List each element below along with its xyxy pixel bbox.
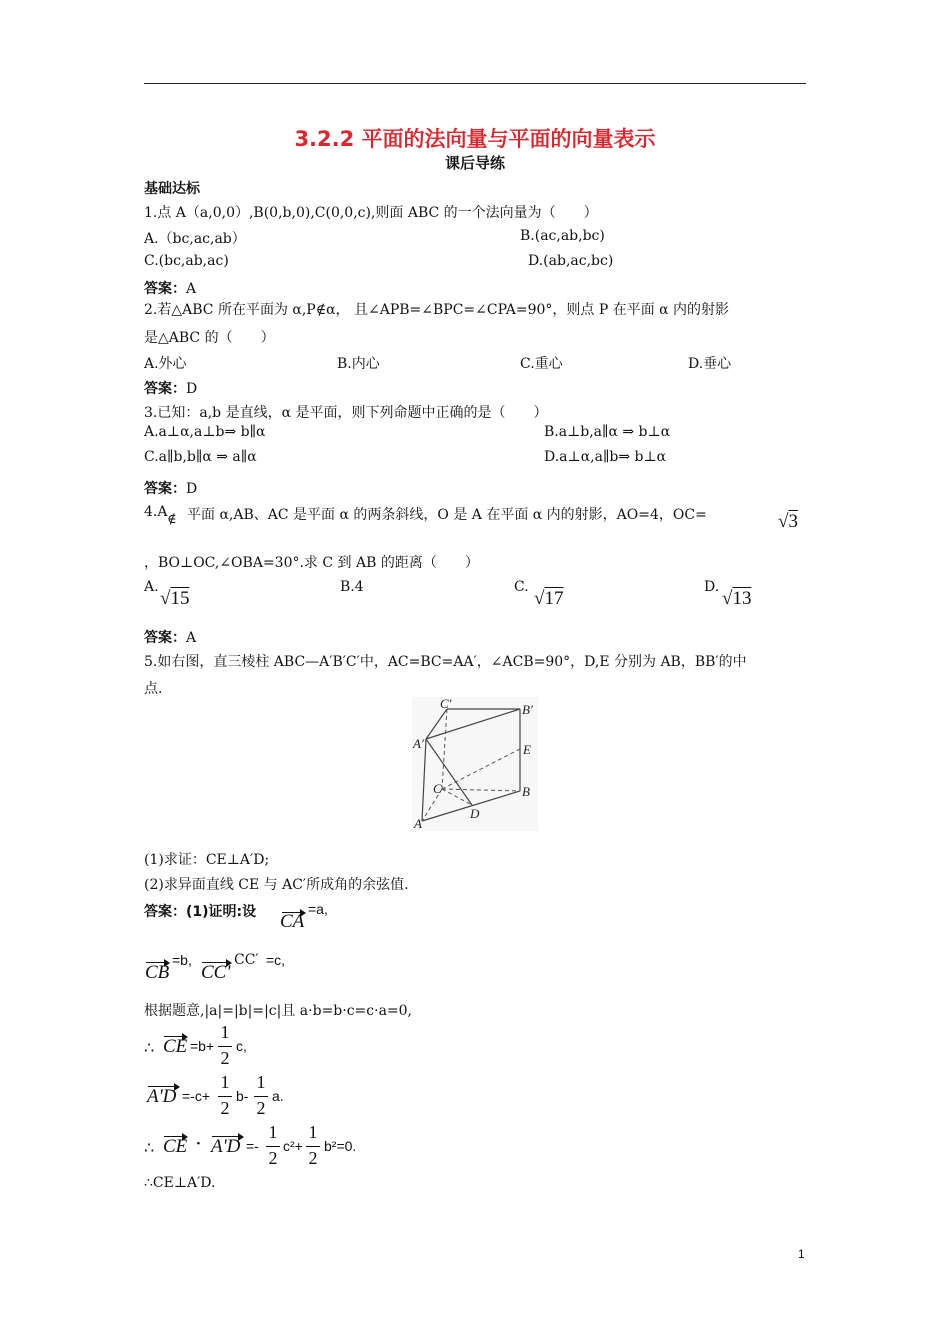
q4-option-a-sqrt: √15: [160, 588, 190, 609]
vector-CB: CB: [145, 962, 170, 983]
q4-stem-main: 平面 α,AB、AC 是平面 α 的两条斜线，O 是 A 在平面 α 内的射影，AO=4，OC=: [187, 507, 707, 523]
q2-option-d: D.垂心: [688, 356, 732, 372]
frac-den: 2: [268, 1148, 278, 1168]
ce-rhs-2: c,: [236, 1038, 247, 1054]
frac-bar: [254, 1096, 268, 1097]
vector-A1D: A'D: [211, 1136, 241, 1157]
not-element-of-symbol: ∉: [167, 512, 177, 527]
q1-option-a: A.（bc,ac,ab）: [144, 231, 246, 247]
frac-bar: [218, 1096, 232, 1097]
frac-bar: [306, 1146, 320, 1147]
vector-CA: CA: [280, 911, 305, 932]
label-D: D: [470, 806, 480, 821]
q4-option-d-label: D.: [704, 579, 720, 595]
dot-rhs-3: b²=0.: [324, 1138, 357, 1154]
therefore-symbol: ∴: [144, 1138, 155, 1157]
q4-option-a-label: A.: [144, 579, 159, 595]
frac-num: 1: [220, 1022, 230, 1042]
label-A: A: [414, 816, 422, 831]
frac-den: 2: [308, 1148, 318, 1168]
section-heading: 基础达标: [144, 181, 200, 197]
proof-conclusion: ∴CE⊥A′D.: [144, 1175, 216, 1191]
frac-num: 1: [220, 1072, 230, 1092]
q3-option-c: C.a∥b,b∥α ⇒ a∥α: [144, 449, 257, 465]
q1-stem: 1.点 A（a,0,0）,B(0,b,0),C(0,0,c),则面 ABC 的一个法向量为（ ）: [144, 205, 598, 221]
q2-stem-line2: 是△ABC 的（ ）: [144, 330, 275, 346]
frac-num: 1: [256, 1072, 266, 1092]
q5-stem-line1: 5.如右图，直三棱柱 ABC—A′B′C′中，AC=BC=AA′，∠ACB=90°，D,E 分别为 AB，BB′的中: [144, 654, 747, 670]
q4-option-d-sqrt: √13: [722, 588, 752, 609]
q4-stem-prefix: 4.A: [144, 504, 168, 520]
q1-option-d: D.(ab,ac,bc): [528, 253, 614, 269]
vector-CE: CE: [163, 1036, 188, 1057]
eq-c: =c,: [266, 952, 286, 968]
frac-bar: [218, 1046, 232, 1047]
q2-option-a: A.外心: [144, 356, 187, 372]
label-C1: C′: [440, 697, 452, 711]
eq-b: =b,: [172, 952, 192, 968]
q3-stem: 3.已知：a,b 是直线，α 是平面，则下列命题中正确的是（ ）: [144, 405, 548, 421]
dot-rhs-2: c²+: [283, 1138, 303, 1154]
ce-rhs-1: =b+: [190, 1038, 215, 1054]
vector-A1D: A'D: [147, 1086, 177, 1107]
header-rule: [144, 83, 806, 84]
vector-CE: CE: [163, 1136, 188, 1157]
dot-rhs-1: =-: [246, 1138, 259, 1154]
q5-sub2: (2)求异面直线 CE 与 AC′所成角的余弦值.: [144, 877, 409, 893]
label-E: E: [523, 742, 531, 757]
frac-num: 1: [268, 1122, 278, 1142]
q5-sub1: (1)求证：CE⊥A′D;: [144, 852, 270, 868]
frac-den: 2: [256, 1098, 266, 1118]
label-C: C: [433, 781, 442, 796]
q4-answer: 答案：A: [144, 630, 197, 646]
q2-option-b: B.内心: [337, 356, 380, 372]
vector-CC1: CC': [201, 962, 231, 983]
therefore-symbol: ∴: [144, 1038, 155, 1057]
eq-a: =a,: [308, 901, 328, 917]
q1-answer: 答案：A: [144, 281, 197, 297]
dot-operator: ·: [196, 1136, 201, 1152]
q4-option-b: B.4: [340, 579, 364, 595]
q2-answer: 答案：D: [144, 381, 198, 397]
q3-option-d: D.a⊥α,a∥b⇒ b⊥α: [544, 449, 667, 465]
frac-den: 2: [220, 1048, 230, 1068]
frac-den: 2: [220, 1098, 230, 1118]
page-title: 3.2.2 平面的法向量与平面的向量表示: [294, 127, 656, 151]
ad-rhs-1: =-c+: [182, 1088, 211, 1104]
q2-option-c: C.重心: [520, 356, 563, 372]
cc-text: CC′: [234, 952, 259, 968]
q3-answer: 答案：D: [144, 481, 198, 497]
label-B1: B′: [522, 702, 533, 717]
frac-num: 1: [308, 1122, 318, 1142]
q1-option-b: B.(ac,ab,bc): [520, 228, 605, 244]
q5-stem-line2: 点.: [144, 681, 163, 697]
ad-rhs-2: b-: [236, 1088, 249, 1104]
given-conditions: 根据题意,|a|=|b|=|c|且 a·b=b·c=c·a=0,: [144, 1003, 413, 1019]
q1-option-c: C.(bc,ab,ac): [144, 253, 229, 269]
label-A1: A′: [413, 736, 424, 751]
q3-option-b: B.a⊥b,a∥α ⇒ b⊥α: [544, 424, 671, 440]
page-number: 1: [798, 1247, 805, 1261]
sqrt-3: √3: [778, 511, 798, 532]
ad-rhs-3: a.: [272, 1088, 284, 1104]
q5-answer-label: 答案：(1)证明:设: [144, 904, 257, 920]
frac-bar: [266, 1146, 280, 1147]
page-subtitle: 课后导练: [444, 154, 505, 172]
q4-option-c-label: C.: [514, 579, 529, 595]
prism-figure: [412, 697, 538, 831]
q4-option-c-sqrt: √17: [534, 588, 564, 609]
q4-stem-line2: ，BO⊥OC,∠OBA=30°.求 C 到 AB 的距离（ ）: [144, 555, 479, 571]
q2-stem-line1: 2.若△ABC 所在平面为 α,P∉α， 且∠APB=∠BPC=∠CPA=90°，则点 P 在平面 α 内的射影: [144, 302, 730, 318]
label-B: B: [522, 784, 530, 799]
q3-option-a: A.a⊥α,a⊥b⇒ b∥α: [144, 424, 266, 440]
